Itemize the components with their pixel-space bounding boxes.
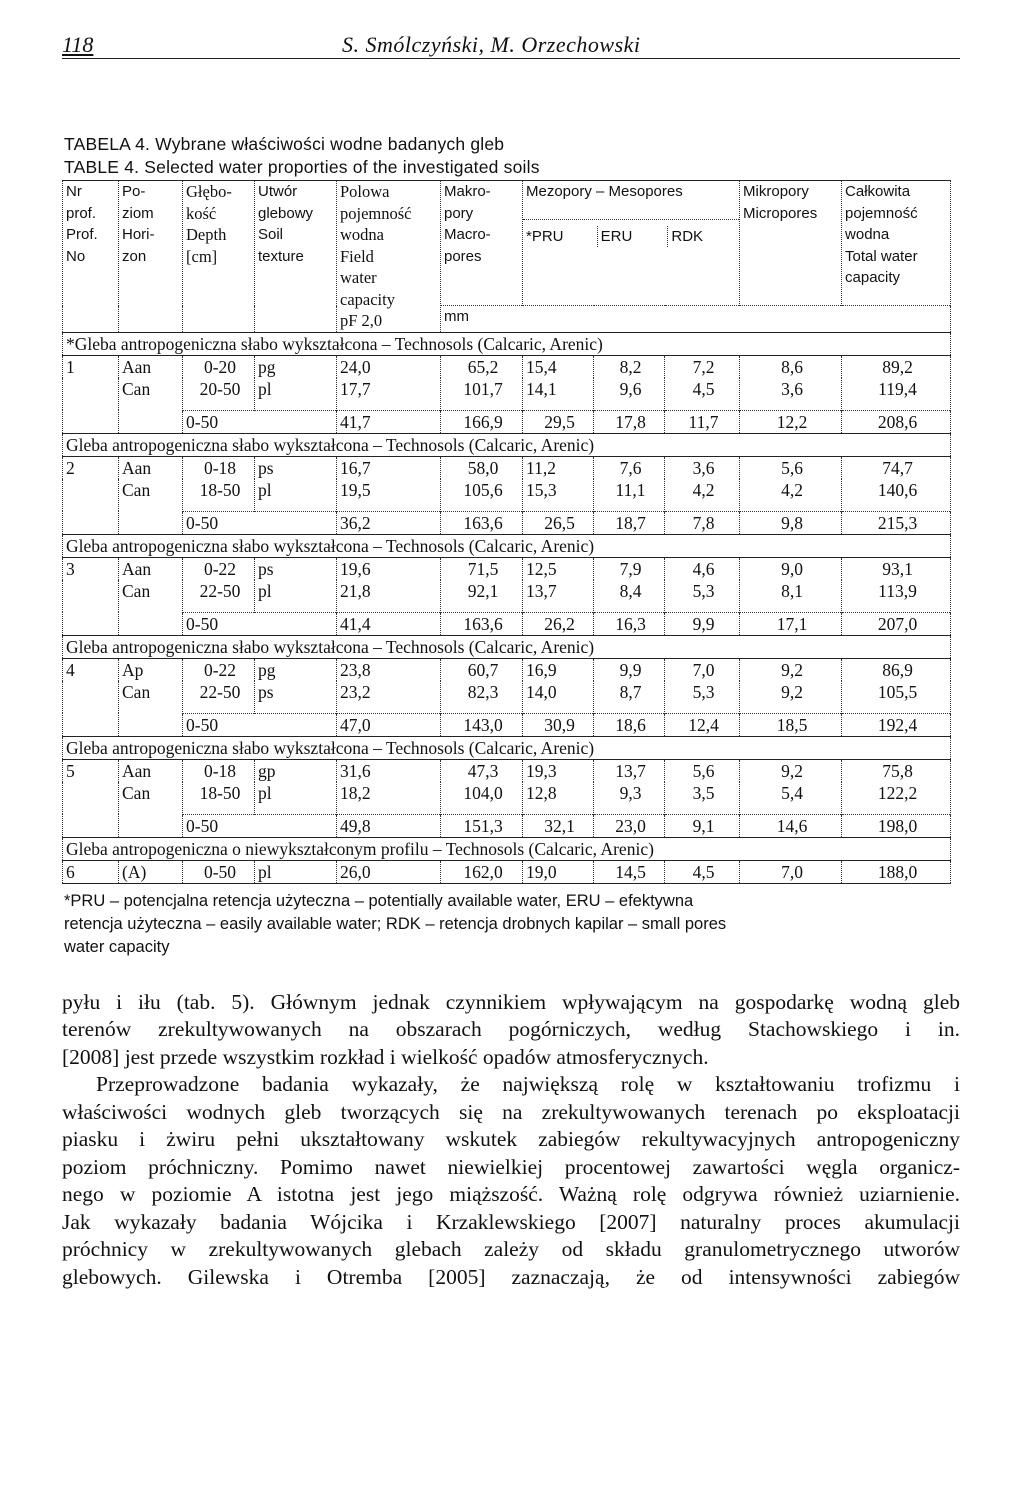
header-line: capacity: [340, 289, 395, 309]
header-line: kość: [186, 203, 217, 223]
table-caption: [64, 133, 960, 179]
table-cell: Can: [119, 378, 183, 411]
table-cell: 18,6: [594, 713, 665, 736]
header-line: [cm]: [186, 246, 218, 266]
text-line: poziom próchniczny. Pomimo nawet niewielkiej procentowej zawartości węgla organicz-: [62, 1154, 960, 1179]
table-cell: 23,2: [337, 681, 441, 714]
table-cell: 9,2: [740, 759, 842, 782]
table-cell: ps: [255, 681, 337, 714]
table-cell: 163,6: [441, 511, 523, 534]
table-cell: 19,0: [523, 860, 594, 883]
table-cell: 9,8: [740, 511, 842, 534]
header-line: Field: [340, 246, 374, 266]
text-line: pyłu i iłu (tab. 5). Głównym jednak czynnikiem wpływającym na gospodarkę wodną gleb: [62, 989, 960, 1014]
table-cell: 162,0: [441, 860, 523, 883]
text-line: piasku i żwiru pełni ukształtowany wskutek zabiegów rekultywacyjnych antropogeniczny: [62, 1127, 960, 1151]
table-cell: 7,6: [594, 456, 665, 479]
table-cell: 3: [63, 557, 119, 580]
table-cell: 23,0: [594, 814, 665, 837]
header-nr: [63, 181, 119, 306]
table-cell: 17,1: [740, 612, 842, 635]
table-cell: [63, 814, 119, 837]
table-cell: 215,3: [842, 511, 951, 534]
table-cell: 22-50: [183, 681, 255, 714]
table-cell: 0-22: [183, 658, 255, 681]
table-cell: 12,4: [665, 713, 740, 736]
group-title: *Gleba antropogeniczna słabo wykształcona – Technosols (Calcaric, Arenic): [63, 332, 951, 355]
header-line: Głębo-: [186, 182, 232, 201]
table-cell: 0-20: [183, 355, 255, 378]
table-cell: 208,6: [842, 410, 951, 433]
header-line: Makro-: [444, 183, 491, 200]
table-cell: 14,0: [523, 681, 594, 714]
table-cell: 101,7: [441, 378, 523, 411]
table-cell: 18-50: [183, 479, 255, 512]
table-cell: 3,6: [740, 378, 842, 411]
running-head-authors: S. Smólczyński, M. Orzechowski: [342, 32, 641, 57]
header-line: Całkowita: [845, 183, 911, 200]
total-row: [63, 511, 951, 534]
table-cell: pl: [255, 782, 337, 815]
table-cell: [63, 713, 119, 736]
table-cell: 60,7: [441, 658, 523, 681]
footnote-line: retencja użyteczna – easily available water; RDK – retencja drobnych kapilar – small pores: [64, 914, 727, 933]
table-cell: 26,0: [337, 860, 441, 883]
table-cell: 18,7: [594, 511, 665, 534]
table-cell: 9,2: [740, 658, 842, 681]
table-cell: 4,5: [665, 860, 740, 883]
group-row: [63, 534, 951, 557]
header-line: pojemność: [340, 203, 412, 223]
header-spacer: [63, 306, 119, 332]
table-row: [63, 378, 951, 411]
header-mesopores-sub: [523, 219, 739, 248]
table-cell: 47,3: [441, 759, 523, 782]
text-line: terenów zrekultywowanych na obszarach pogórniczych, według Stachowskiego i in.: [62, 1017, 960, 1041]
table-cell: 29,5: [523, 410, 594, 433]
table-cell: ps: [255, 557, 337, 580]
table-cell: 32,1: [523, 814, 594, 837]
table-cell: 16,3: [594, 612, 665, 635]
table-cell: 0-18: [183, 456, 255, 479]
header-line: prof.: [66, 204, 97, 222]
table-cell: 65,2: [441, 355, 523, 378]
table-row: [63, 759, 951, 782]
table-cell: 18-50: [183, 782, 255, 815]
table-cell: 4,2: [665, 479, 740, 512]
table-cell: 143,0: [441, 713, 523, 736]
table-cell: [63, 580, 119, 613]
header-line: Total water: [845, 247, 918, 265]
table-cell: ps: [255, 456, 337, 479]
table-cell: 5,3: [665, 681, 740, 714]
header-line: Po-: [122, 183, 146, 200]
table-cell: 5,6: [740, 456, 842, 479]
header-line: wodna: [845, 226, 890, 243]
table-cell: [119, 814, 183, 837]
total-row: [63, 713, 951, 736]
table-cell: gp: [255, 759, 337, 782]
header-line: Micropores: [743, 204, 818, 222]
table-row: [63, 479, 951, 512]
group-row: [63, 635, 951, 658]
table-cell: (A): [119, 860, 183, 883]
table-caption-en: TABLE 4. Selected water proporties of the investigated soils: [64, 157, 540, 177]
table-cell: [63, 612, 119, 635]
table-cell: 13,7: [594, 759, 665, 782]
table-cell: 15,3: [523, 479, 594, 512]
header-eru: ERU: [597, 226, 668, 248]
table-cell: 3,5: [665, 782, 740, 815]
table-cell: 8,1: [740, 580, 842, 613]
table-cell: [119, 713, 183, 736]
table-cell: 3,6: [665, 456, 740, 479]
header-line: Nr: [66, 183, 82, 200]
table-cell: 9,3: [594, 782, 665, 815]
table-cell: [119, 612, 183, 635]
table-row: [63, 681, 951, 714]
table-row: [63, 860, 951, 883]
header-line: No: [66, 247, 86, 265]
header-unit: mm: [441, 306, 951, 332]
table-cell: 7,2: [665, 355, 740, 378]
table-cell: 14,6: [740, 814, 842, 837]
table-cell: [63, 378, 119, 411]
table-cell: 151,3: [441, 814, 523, 837]
table-cell: 7,0: [665, 658, 740, 681]
water-properties-table: [62, 180, 951, 884]
table-cell: 13,7: [523, 580, 594, 613]
text-line: właściwości wodnych gleb tworzących się na zrekultywowanych terenach po eksploatacji: [62, 1099, 960, 1124]
table-cell: 11,1: [594, 479, 665, 512]
header-line: texture: [258, 247, 304, 265]
header-line: ziom: [122, 204, 154, 222]
table-cell: 4,6: [665, 557, 740, 580]
group-title: Gleba antropogeniczna słabo wykształcona – Technosols (Calcaric, Arenic): [63, 736, 951, 759]
header-line: Utwór: [258, 183, 298, 200]
table-cell: 26,2: [523, 612, 594, 635]
table-cell: 71,5: [441, 557, 523, 580]
table-cell: 12,2: [740, 410, 842, 433]
header-micropores: [740, 181, 842, 306]
header-line: Mikropory: [743, 183, 809, 200]
table-cell: [63, 681, 119, 714]
text-line: nego w poziomie A istotna jest jego miąższość. Ważną rolę odgrywa również uziarnienie.: [62, 1182, 960, 1206]
table-cell: Aan: [119, 456, 183, 479]
table-cell: Aan: [119, 557, 183, 580]
header-line: Soil: [258, 226, 284, 243]
table-cell: 18,2: [337, 782, 441, 815]
header-line: Mezopory – Mesopores: [526, 183, 683, 200]
table-cell: pg: [255, 658, 337, 681]
header-line: Polowa: [340, 182, 390, 201]
header-line: wodna: [340, 225, 384, 244]
table-cell: 82,3: [441, 681, 523, 714]
table-cell: 41,4: [337, 612, 441, 635]
table-cell: 207,0: [842, 612, 951, 635]
header-mesopores: [523, 181, 740, 306]
table-cell: 9,2: [740, 681, 842, 714]
table-row: [63, 456, 951, 479]
table-cell: [63, 479, 119, 512]
table-cell: 140,6: [842, 479, 951, 512]
text-line: [2008] jest przede wszystkim rozkład i wielkość opadów atmosferycznych.: [62, 1044, 709, 1069]
table-cell: 93,1: [842, 557, 951, 580]
table-cell: 0-50: [183, 511, 337, 534]
total-row: [63, 612, 951, 635]
header-pru: *PRU: [526, 227, 564, 245]
table-cell: 23,8: [337, 658, 441, 681]
table-row: [63, 557, 951, 580]
table-cell: 9,9: [594, 658, 665, 681]
header-line: Macro-: [444, 226, 491, 243]
table-caption-pl: TABELA 4. Wybrane właściwości wodne badanych gleb: [64, 134, 505, 154]
header-depth: [183, 181, 255, 306]
table-cell: 11,2: [523, 456, 594, 479]
table-cell: [63, 410, 119, 433]
text-line: Jak wykazały badania Wójcika i Krzaklewskiego [2007] naturalny proces akumulacji: [62, 1209, 960, 1234]
table-cell: [119, 511, 183, 534]
table-cell: Ap: [119, 658, 183, 681]
table-cell: 0-50: [183, 814, 337, 837]
table-cell: 6: [63, 860, 119, 883]
table-cell: 122,2: [842, 782, 951, 815]
table-cell: 8,4: [594, 580, 665, 613]
table-cell: 26,5: [523, 511, 594, 534]
table-cell: 31,6: [337, 759, 441, 782]
table-cell: 7,8: [665, 511, 740, 534]
table-cell: 0-50: [183, 860, 255, 883]
table-cell: 19,6: [337, 557, 441, 580]
table-cell: Aan: [119, 759, 183, 782]
table-cell: 119,4: [842, 378, 951, 411]
header-spacer: [119, 306, 183, 332]
header-line: zon: [122, 247, 147, 265]
table-cell: 18,5: [740, 713, 842, 736]
header-line: capacity: [845, 269, 901, 286]
group-row: [63, 837, 951, 860]
text-line: próchnicy w zrekultywowanych glebach zależy od składu granulometrycznego utworów: [62, 1237, 960, 1261]
table-row: [63, 658, 951, 681]
table-cell: Can: [119, 782, 183, 815]
table-cell: pl: [255, 580, 337, 613]
footnote-line: *PRU – potencjalna retencja użyteczna – potentially available water, ERU – efektywna: [64, 891, 694, 910]
header-rdk: RDK: [667, 226, 739, 248]
paragraph: [62, 989, 960, 1072]
table-cell: 19,5: [337, 479, 441, 512]
header-line: pojemność: [845, 204, 918, 222]
header-spacer: [255, 306, 337, 332]
table-cell: Can: [119, 479, 183, 512]
table-cell: 0-22: [183, 557, 255, 580]
table-cell: 49,8: [337, 814, 441, 837]
table-row: [63, 580, 951, 613]
table-cell: 0-50: [183, 410, 337, 433]
table-cell: 16,9: [523, 658, 594, 681]
table-cell: 17,7: [337, 378, 441, 411]
header-line: glebowy: [258, 204, 314, 222]
table-cell: 188,0: [842, 860, 951, 883]
table-cell: pl: [255, 378, 337, 411]
table-cell: [63, 782, 119, 815]
table-cell: 20-50: [183, 378, 255, 411]
table-cell: 5,3: [665, 580, 740, 613]
header-line: Depth: [186, 225, 227, 244]
group-title: Gleba antropogeniczna słabo wykształcona – Technosols (Calcaric, Arenic): [63, 635, 951, 658]
header-field-capacity: [337, 181, 441, 333]
footnote-line: water capacity: [64, 937, 170, 956]
table-cell: 7,0: [740, 860, 842, 883]
table-cell: 21,8: [337, 580, 441, 613]
table-cell: 0-18: [183, 759, 255, 782]
table-cell: 92,1: [441, 580, 523, 613]
table-cell: 8,7: [594, 681, 665, 714]
table-cell: 22-50: [183, 580, 255, 613]
page-number: 118: [62, 32, 94, 57]
table-cell: 9,0: [740, 557, 842, 580]
text-line: Przeprowadzone badania wykazały, że największą rolę w kształtowaniu trofizmu i: [96, 1072, 960, 1096]
table-cell: 14,1: [523, 378, 594, 411]
table-cell: 163,6: [441, 612, 523, 635]
table-cell: 0-50: [183, 713, 337, 736]
table-cell: 4: [63, 658, 119, 681]
table-cell: Can: [119, 681, 183, 714]
table-cell: 41,7: [337, 410, 441, 433]
group-title: Gleba antropogeniczna słabo wykształcona – Technosols (Calcaric, Arenic): [63, 433, 951, 456]
table-cell: 86,9: [842, 658, 951, 681]
table-footnote: [64, 890, 960, 959]
table-cell: 12,5: [523, 557, 594, 580]
table-cell: 17,8: [594, 410, 665, 433]
group-title: Gleba antropogeniczna o niewykształconym profilu – Technosols (Calcaric, Arenic): [63, 837, 951, 860]
running-head: [62, 20, 960, 59]
table-cell: 113,9: [842, 580, 951, 613]
table-cell: 58,0: [441, 456, 523, 479]
table-cell: 74,7: [842, 456, 951, 479]
paragraph: [62, 1071, 960, 1291]
table-cell: 8,6: [740, 355, 842, 378]
table-row: [63, 782, 951, 815]
table-cell: 5,4: [740, 782, 842, 815]
table-cell: Aan: [119, 355, 183, 378]
table-cell: 14,5: [594, 860, 665, 883]
header-macropores: [441, 181, 523, 306]
header-line: water: [340, 268, 377, 287]
table-cell: 11,7: [665, 410, 740, 433]
table-row: [63, 355, 951, 378]
table-cell: [63, 511, 119, 534]
table-cell: 30,9: [523, 713, 594, 736]
body-text: [62, 989, 960, 1292]
table-cell: 24,0: [337, 355, 441, 378]
text-line: glebowych. Gilewska i Otremba [2005] zaznaczają, że od intensywności zabiegów: [62, 1264, 960, 1289]
table-cell: 15,4: [523, 355, 594, 378]
header-line: pores: [444, 247, 482, 265]
total-row: [63, 410, 951, 433]
total-row: [63, 814, 951, 837]
table-cell: 89,2: [842, 355, 951, 378]
table-cell: 19,3: [523, 759, 594, 782]
table-cell: Can: [119, 580, 183, 613]
group-row: [63, 332, 951, 355]
table-cell: 9,1: [665, 814, 740, 837]
table-cell: 8,2: [594, 355, 665, 378]
table-cell: 9,6: [594, 378, 665, 411]
group-row: [63, 736, 951, 759]
table-cell: 5: [63, 759, 119, 782]
table-cell: 4,5: [665, 378, 740, 411]
table-cell: 36,2: [337, 511, 441, 534]
table-cell: pl: [255, 860, 337, 883]
header-line: Hori-: [122, 226, 155, 243]
table-cell: 75,8: [842, 759, 951, 782]
header-line: Prof.: [66, 226, 98, 243]
table-cell: 198,0: [842, 814, 951, 837]
table-cell: 105,6: [441, 479, 523, 512]
table-cell: 1: [63, 355, 119, 378]
table-cell: 4,2: [740, 479, 842, 512]
table-cell: 192,4: [842, 713, 951, 736]
table-cell: [119, 410, 183, 433]
header-line: pory: [444, 204, 474, 222]
header-horizon: [119, 181, 183, 306]
header-total-capacity: [842, 181, 951, 306]
table-cell: 16,7: [337, 456, 441, 479]
table-cell: pg: [255, 355, 337, 378]
table-cell: 47,0: [337, 713, 441, 736]
table-cell: 104,0: [441, 782, 523, 815]
page: [62, 20, 960, 1291]
header-line: pF 2,0: [340, 311, 383, 330]
header-soil-texture: [255, 181, 337, 306]
table-cell: 12,8: [523, 782, 594, 815]
table-cell: 7,9: [594, 557, 665, 580]
table-cell: 5,6: [665, 759, 740, 782]
header-spacer: [183, 306, 255, 332]
table-cell: 166,9: [441, 410, 523, 433]
table-cell: 9,9: [665, 612, 740, 635]
table-cell: 0-50: [183, 612, 337, 635]
group-title: Gleba antropogeniczna słabo wykształcona – Technosols (Calcaric, Arenic): [63, 534, 951, 557]
table-cell: pl: [255, 479, 337, 512]
group-row: [63, 433, 951, 456]
table-cell: 105,5: [842, 681, 951, 714]
table-cell: 2: [63, 456, 119, 479]
